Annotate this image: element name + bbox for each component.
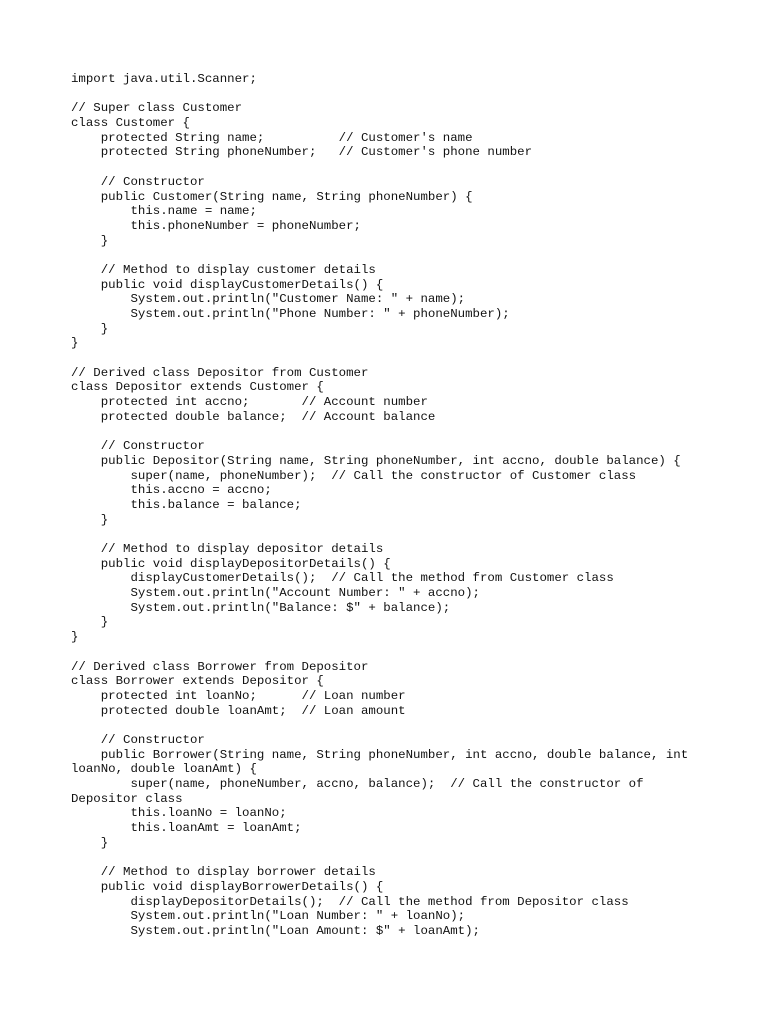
code-line	[71, 351, 688, 366]
code-line: this.loanNo = loanNo;	[71, 806, 287, 821]
code-line: public void displayCustomerDetails() {	[71, 277, 384, 292]
code-line: this.balance = balance;	[71, 497, 302, 512]
code-line: // Constructor	[71, 439, 205, 454]
code-line: public Borrower(String name, String phoneNumber, int accno, double balance, int	[71, 747, 689, 762]
code-line: super(name, phoneNumber); // Call the constructor of Customer class	[71, 468, 637, 483]
code-line: displayDepositorDetails(); // Call the method from Depositor class	[71, 894, 629, 909]
code-line: this.phoneNumber = phoneNumber;	[71, 218, 361, 233]
code-line: this.accno = accno;	[71, 483, 272, 498]
code-line: this.loanAmt = loanAmt;	[71, 821, 302, 836]
code-line	[71, 160, 688, 175]
code-line: class Customer {	[71, 116, 190, 131]
code-line: public void displayBorrowerDetails() {	[71, 879, 384, 894]
code-line: }	[71, 512, 109, 527]
code-line: public Depositor(String name, String phoneNumber, int accno, double balance) {	[71, 453, 681, 468]
code-line: }	[71, 321, 109, 336]
code-line: protected int accno; // Account number	[71, 395, 428, 410]
code-line: }	[71, 233, 109, 248]
code-line: import java.util.Scanner;	[71, 72, 257, 86]
code-line: // Derived class Borrower from Depositor	[71, 659, 369, 674]
code-line: loanNo, double loanAmt) {	[71, 762, 257, 777]
code-line: System.out.println("Balance: $" + balance);	[71, 600, 451, 615]
code-line: // Method to display customer details	[71, 262, 376, 277]
code-line	[71, 527, 688, 542]
code-line: public Customer(String name, String phoneNumber) {	[71, 189, 473, 204]
code-line: System.out.println("Customer Name: " + name);	[71, 292, 466, 307]
code-line: displayCustomerDetails(); // Call the method from Customer class	[71, 571, 614, 586]
code-line: this.name = name;	[71, 204, 257, 219]
code-line: super(name, phoneNumber, accno, balance); // Call the constructor of	[71, 777, 644, 791]
code-line: class Depositor extends Customer {	[71, 380, 324, 395]
code-line: // Super class Customer	[71, 101, 243, 116]
code-line: protected double balance; // Account balance	[71, 409, 436, 424]
code-line: }	[71, 615, 109, 630]
code-line	[71, 425, 688, 440]
code-line: // Constructor	[71, 732, 205, 747]
code-line	[71, 645, 688, 660]
code-line: }	[71, 336, 79, 351]
code-line: System.out.println("Phone Number: " + phoneNumber);	[71, 307, 510, 321]
code-line: }	[71, 835, 109, 850]
code-line: System.out.println("Account Number: " + accno);	[71, 586, 480, 601]
code-line: System.out.println("Loan Amount: $" + loanAmt);	[71, 923, 480, 938]
code-line	[71, 87, 688, 102]
code-line	[71, 248, 688, 263]
code-line	[71, 718, 688, 733]
code-line: protected int loanNo; // Loan number	[71, 688, 406, 703]
code-line: // Method to display depositor details	[71, 542, 384, 556]
code-line: // Method to display borrower details	[71, 865, 376, 880]
code-line: // Constructor	[71, 174, 205, 189]
code-line: System.out.println("Loan Number: " + loanNo);	[71, 909, 466, 924]
code-line: }	[71, 630, 79, 645]
code-line: protected String name; // Customer's name	[71, 130, 473, 145]
code-listing	[71, 72, 688, 939]
code-line: Depositor class	[71, 791, 183, 806]
code-line: public void displayDepositorDetails() {	[71, 556, 391, 571]
code-line: class Borrower extends Depositor {	[71, 674, 324, 689]
code-line: protected double loanAmt; // Loan amount	[71, 703, 406, 718]
code-line	[71, 850, 688, 865]
code-line: // Derived class Depositor from Customer	[71, 365, 369, 380]
code-line: protected String phoneNumber; // Customer's phone number	[71, 145, 533, 160]
